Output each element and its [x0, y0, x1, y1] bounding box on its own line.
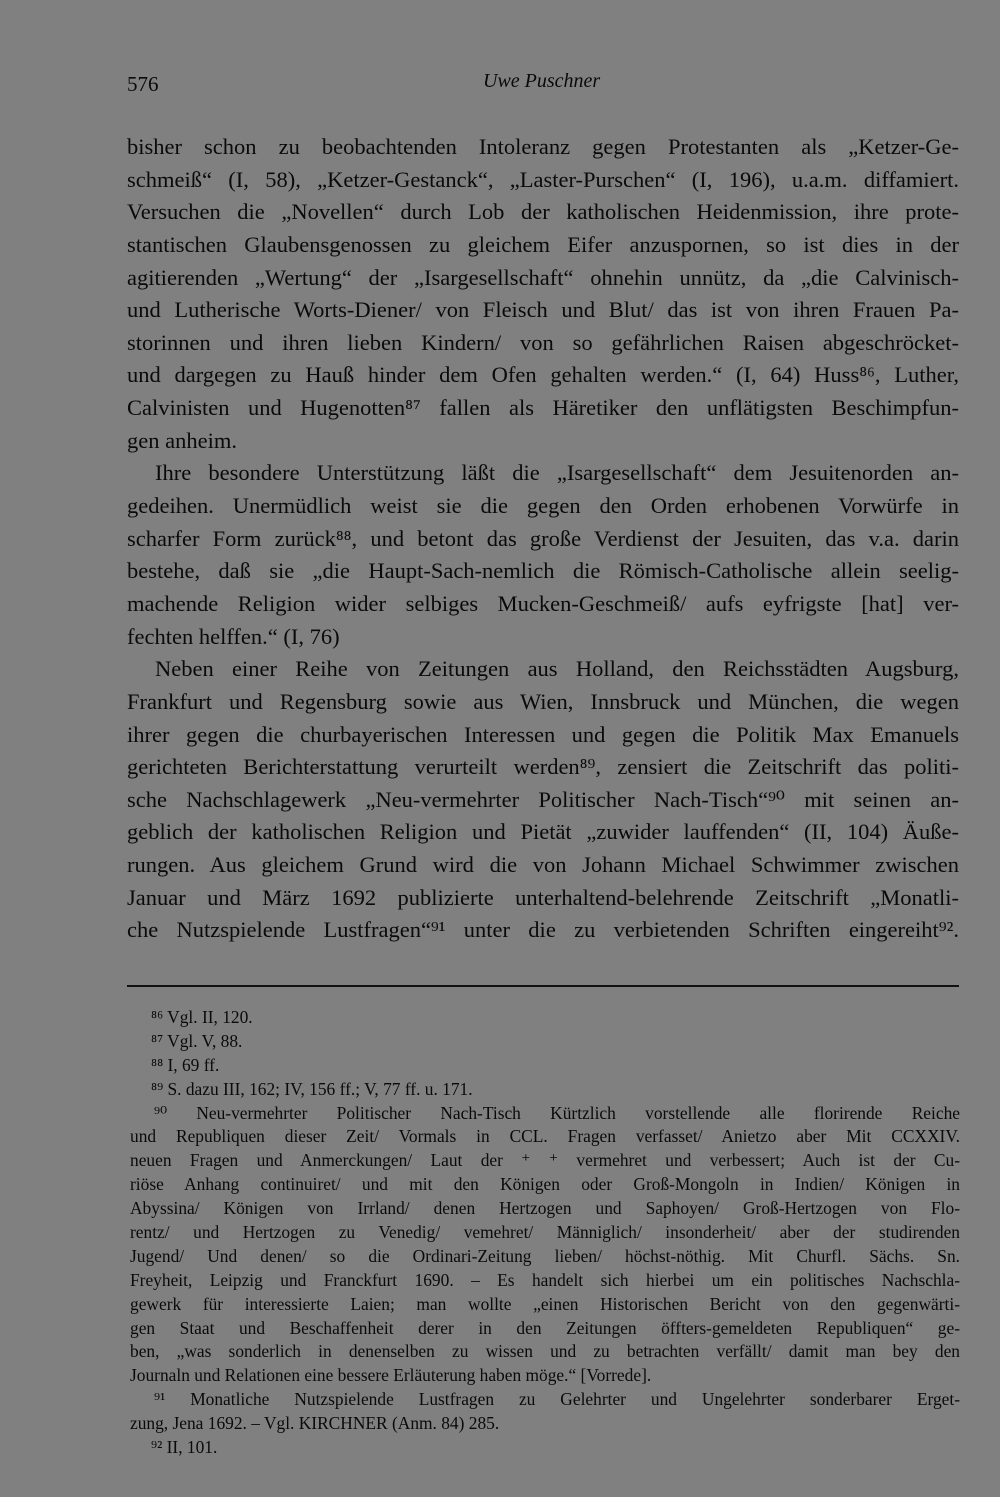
footnote-line: zung, Jena 1692. – Vgl. KIRCHNER (Anm. 84) 285.: [130, 1413, 500, 1434]
footnote-line: neuen Fragen und Anmerckungen/ Laut der ⁺ ⁺ vermehret und verbessert; Auch ist der Cu-: [130, 1150, 960, 1171]
footnote-line: ben, „was sonderlich in denenselben zu wissen und zu betrachten verfällt/ damit man bey den: [130, 1341, 960, 1362]
text-line: bestehe, daß sie „die Haupt-Sach-nemlich die Römisch-Catholische allein seelig-: [127, 558, 959, 584]
footnote-line: Abyssina/ Königen von Irrland/ denen Hertzogen und Saphoyen/ Groß-Hertzogen von Flo-: [130, 1198, 960, 1219]
text-line: rungen. Aus gleichem Grund wird die von Johann Michael Schwimmer zwischen: [127, 852, 959, 878]
paragraph-first-line: Ihre besondere Unterstützung läßt die „Isargesellschaft“ dem Jesuitenorden an-: [155, 460, 959, 486]
page-number: 576: [127, 72, 159, 96]
text-line: Frankfurt und Regensburg sowie aus Wien, Innsbruck und München, die wegen: [127, 688, 959, 714]
footnote-separator: [127, 985, 959, 987]
main-text: [127, 131, 959, 947]
text-line: schmeiß“ (I, 58), „Ketzer-Gestanck“, „Laster-Purschen“ (I, 196), u.a.m. diffamiert.: [127, 166, 959, 192]
footnote-line: riöse Anhang continuiret/ und mit den Königen oder Groß-Mongoln in Indien/ Königen in: [130, 1174, 960, 1195]
footnote-87: ⁸⁷ Vgl. V, 88.: [151, 1030, 243, 1051]
footnote-line: und Republiquen dieser Zeit/ Vormals in CCL. Fragen verfasset/ Anietzo aber Mit CCXXIV.: [130, 1126, 960, 1147]
footnote-line: Journaln und Relationen eine bessere Erläuterung haben möge.“ [Vorrede].: [130, 1365, 652, 1386]
footnote-89: ⁸⁹ S. dazu III, 162; IV, 156 ff.; V, 77 ff. u. 171.: [151, 1078, 473, 1099]
footnote-90: ⁹⁰ Neu-vermehrter Politischer Nach-Tisch Kürtzlich vorstellende alle florirende Reiche: [154, 1102, 960, 1123]
text-line: Versuchen die „Novellen“ durch Lob der katholischen Heidenmission, ihre prote-: [127, 199, 959, 225]
footnote-line: gen Staat und Beschaffenheit derer in den Zeitungen öffters-gemeldeten Republiquen“ ge-: [130, 1317, 960, 1338]
footnote-line: Freyheit, Leipzig und Franckfurt 1690. – Es handelt sich hierbei um ein politisches Nachschla-: [130, 1269, 960, 1290]
footnote-88: ⁸⁸ I, 69 ff.: [151, 1054, 220, 1075]
footnote-92: ⁹² II, 101.: [151, 1437, 218, 1458]
text-line: gedeihen. Unermüdlich weist sie die gegen den Orden erhobenen Vorwürfe in: [127, 493, 959, 519]
text-line: gerichteten Berichterstattung verurteilt werden⁸⁹, zensiert die Zeitschrift das politi-: [127, 754, 959, 780]
text-line: stantischen Glaubensgenossen zu gleichem Eifer anzuspornen, so ist dies in der: [127, 231, 959, 257]
footnote-line: gewerk für interessierte Laien; man wollte „einen Historischen Bericht von den gegenwärti-: [130, 1293, 960, 1314]
footnote-86: ⁸⁶ Vgl. II, 120.: [151, 1007, 253, 1027]
text-line: sche Nachschlagewerk „Neu-vermehrter Politischer Nach-Tisch“⁹⁰ mit seinen an-: [127, 786, 959, 812]
footnote-line: rentz/ und Hertzogen zu Venedig/ vemehret/ Männiglich/ insonderheit/ aber der studirenden: [130, 1222, 960, 1243]
text-line: und dargegen zu Hauß hinder dem Ofen gehalten werden.“ (I, 64) Huss⁸⁶, Luther,: [127, 362, 959, 388]
text-line: storinnen und ihren lieben Kindern/ von so gefährlichen Raisen abgeschröcket-: [127, 329, 959, 355]
text-line: bisher schon zu beobachtenden Intoleranz gegen Protestanten als „Ketzer-Ge-: [127, 134, 959, 159]
text-line: scharfer Form zurück⁸⁸, und betont das große Verdienst der Jesuiten, das v.a. darin: [127, 525, 959, 551]
paragraph-first-line: Neben einer Reihe von Zeitungen aus Holland, den Reichsstädten Augsburg,: [155, 656, 959, 682]
footnotes: [130, 1006, 960, 1460]
text-line: Calvinisten und Hugenotten⁸⁷ fallen als Häretiker den unflätigsten Beschimpfun-: [127, 395, 959, 421]
text-line: agitierenden „Wertung“ der „Isargesellschaft“ ohnehin unnütz, da „die Calvinisch-: [127, 264, 959, 290]
text-line: geblich der katholischen Religion und Pietät „zuwider lauffenden“ (II, 104) Äuße-: [127, 819, 959, 845]
text-line: fechten helffen.“ (I, 76): [127, 623, 340, 649]
running-head: [127, 70, 957, 100]
footnote-91: ⁹¹ Monatliche Nutzspielende Lustfragen zu Gelehrter und Ungelehrter sonderbarer Erget-: [154, 1389, 960, 1410]
text-line: und Lutherische Worts-Diener/ von Fleisch und Blut/ das ist von ihren Frauen Pa-: [127, 297, 959, 323]
footnote-line: Jugend/ Und denen/ so die Ordinari-Zeitung lieben/ höchst-nöthig. Mit Churfl. Sächs. Sn.: [130, 1245, 960, 1266]
text-line: gen anheim.: [127, 427, 237, 453]
text-line: Januar und März 1692 publizierte unterhaltend-belehrende Zeitschrift „Monatli-: [127, 884, 959, 910]
text-line: ihrer gegen die churbayerischen Interessen und gegen die Politik Max Emanuels: [127, 721, 959, 747]
running-head-author: Uwe Puschner: [483, 70, 601, 92]
text-line: che Nutzspielende Lustfragen“⁹¹ unter die zu verbietenden Schriften eingereiht⁹².: [127, 917, 959, 943]
text-line: machende Religion wider selbiges Mucken-Geschmeiß/ aufs eyfrigste [hat] ver-: [127, 590, 959, 616]
